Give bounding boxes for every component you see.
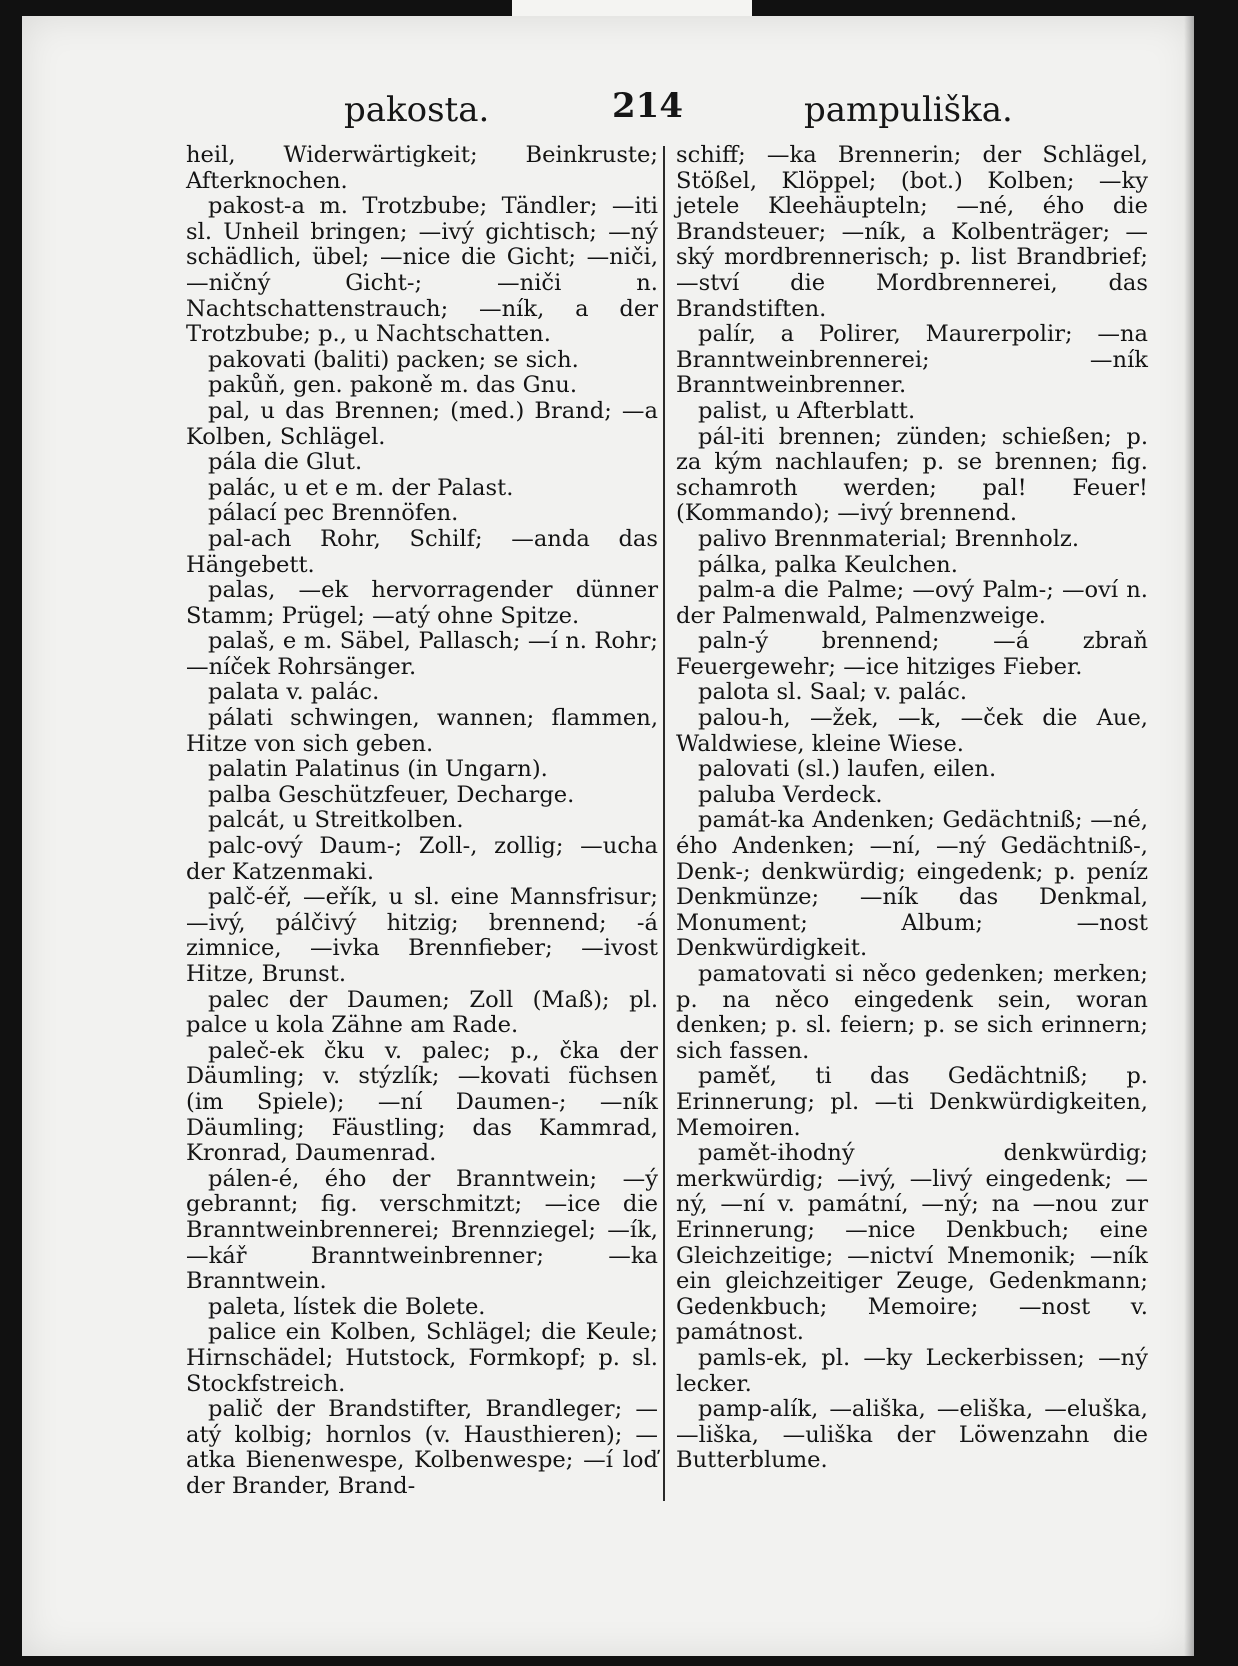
dictionary-entry: pal-ach Rohr, Schilf; —anda das Hängebett. bbox=[186, 525, 658, 578]
dictionary-entry: palota sl. Saal; v. palác. bbox=[698, 679, 968, 706]
dictionary-entry: palc-ový Daum-; Zoll-, zollig; —ucha der Katzenmaki. bbox=[186, 833, 658, 885]
dictionary-entry: paleta, lístek die Bolete. bbox=[208, 1293, 486, 1320]
page-number: 214 bbox=[612, 86, 683, 126]
dictionary-entry: palč-éř, —eřík, u sl. eine Mannsfrisur; —ivý, pálčivý hitzig; brennend; -á zimnice, —ivka Brennfieber; —ivost Hitze, Brunst. bbox=[186, 884, 658, 987]
dictionary-entry: pamět-ihodný denkwürdig; merkwürdig; —ivý, —livý eingedenk; —ný, —ní v. památní, —ný; na —nou zur Erinnerung; —nice Denkbuch; eine Gleichzeitige; —nictví Mnemonik; —ník ein gleichzeitiger Zeuge, Gedenkmann; Gedenkbuch; Memoire; —nost v. památnost. bbox=[676, 1140, 1148, 1346]
dictionary-entry: palec der Daumen; Zoll (Maß); pl. palce u kola Zähne am Rade. bbox=[186, 986, 658, 1039]
dictionary-entry: pálen-é, ého der Branntwein; —ý gebrannt; fig. verschmitzt; —ice die Branntweinbrennerei; Brennziegel; —ík, —kář Branntweinbrenner; —ka Branntwein. bbox=[186, 1165, 658, 1295]
dictionary-entry: pálka, palka Keulchen. bbox=[698, 551, 958, 578]
dictionary-entry: palaš, e m. Säbel, Pallasch; —í n. Rohr; —níček Rohrsänger. bbox=[186, 628, 658, 680]
dictionary-entry: palist, u Afterblatt. bbox=[698, 397, 916, 424]
dictionary-entry: pakůň, gen. pakoně m. das Gnu. bbox=[208, 372, 578, 399]
dictionary-entry: pálací pec Brennöfen. bbox=[208, 500, 459, 527]
dictionary-entry: pamatovati si něco gedenken; merken; p. na něco eingedenk sein, woran denken; p. sl. feiern; p. se sich erinnern; sich fassen. bbox=[676, 961, 1148, 1064]
dictionary-page bbox=[22, 16, 1194, 1656]
dictionary-entry: heil, Widerwärtigkeit; Beinkruste; Afterknochen. bbox=[186, 142, 658, 194]
dictionary-entry: schiff; —ka Brennerin; der Schlägel, Stößel, Klöppel; (bot.) Kolben; —ky jetele Kleehäupteln; —né, ého die Brandsteuer; —ník, a Kolbenträger; —ský mordbrennerisch; p. list Brandbrief; —ství die Mordbrennerei, das Brandstiften. bbox=[676, 142, 1148, 322]
dictionary-entry: paln-ý brennend; —á zbraň Feuergewehr; —ice hitziges Fieber. bbox=[676, 628, 1148, 680]
dictionary-entry: pála die Glut. bbox=[208, 449, 363, 476]
dictionary-entry: palou-h, —žek, —k, —ček die Aue, Waldwiese, kleine Wiese. bbox=[676, 705, 1148, 757]
dictionary-entry: paluba Verdeck. bbox=[698, 781, 883, 808]
dictionary-entry: paleč-ek čku v. palec; p., čka der Däumling; v. stýzlík; —kovati füchsen (im Spiele); —ní Daumen-; —ník Däumling; Fäustling; das Kammrad, Kronrad, Daumenrad. bbox=[186, 1037, 658, 1167]
dictionary-entry: palm-a die Palme; —ový Palm-; —oví n. der Palmenwald, Palmenzweige. bbox=[676, 577, 1148, 629]
right-running-headword: pampuliška. bbox=[804, 90, 1013, 130]
dictionary-entry: palivo Brennmaterial; Brennholz. bbox=[698, 525, 1080, 552]
dictionary-entry: paměť, ti das Gedächtniß; p. Erinnerung; pl. —ti Denkwürdigkeiten, Memoiren. bbox=[676, 1063, 1148, 1141]
right-column bbox=[676, 143, 1148, 1474]
left-column bbox=[186, 143, 658, 1499]
dictionary-entry: palcát, u Streitkolben. bbox=[208, 807, 464, 834]
dictionary-entry: pal, u das Brennen; (med.) Brand; —a Kolben, Schlägel. bbox=[186, 397, 658, 450]
left-running-headword: pakosta. bbox=[344, 90, 490, 130]
dictionary-entry: palice ein Kolben, Schlägel; die Keule; Hirnschädel; Hutstock, Formkopf; p. sl. Stockfstreich. bbox=[186, 1319, 658, 1397]
dictionary-entry: palatin Palatinus (in Ungarn). bbox=[208, 756, 548, 783]
dictionary-entry: pál-iti brennen; zünden; schießen; p. za kým nachlaufen; p. se brennen; fig. schamroth werden; pal! Feuer! (Kommando); —ivý brennend. bbox=[676, 423, 1148, 527]
dictionary-entry: památ-ka Andenken; Gedächtniß; —né, ého Andenken; —ní, —ný Gedächtniß-, Denk-; denkwürdig; eingedenk; p. peníz Denkmünze; —ník das Denkmal, Monument; Album; —nost Denkwürdigkeit. bbox=[676, 807, 1148, 962]
dictionary-entry: pakost-a m. Trotzbube; Tändler; —iti sl. Unheil bringen; —ivý gichtisch; —ný schädlich, übel; —nice die Gicht; —niči, —ničný Gicht-; —niči n. Nachtschattenstrauch; —ník, a der Trotzbube; p., u Nachtschatten. bbox=[186, 193, 658, 348]
dictionary-entry: pálati schwingen, wannen; flammen, Hitze von sich geben. bbox=[186, 705, 658, 757]
dictionary-entry: pakovati (baliti) packen; se sich. bbox=[208, 346, 579, 373]
dictionary-entry: palír, a Polirer, Maurerpolir; —na Branntweinbrennerei; —ník Branntweinbrenner. bbox=[676, 321, 1148, 399]
dictionary-entry: palovati (sl.) laufen, eilen. bbox=[698, 756, 997, 783]
column-divider bbox=[663, 146, 665, 1501]
dictionary-entry: palas, —ek hervorragender dünner Stamm; Prügel; —atý ohne Spitze. bbox=[186, 577, 658, 629]
dictionary-entry: palác, u et e m. der Palast. bbox=[208, 474, 514, 501]
dictionary-entry: pamp-alík, —ališka, —eliška, —eluška, —liška, —uliška der Löwenzahn die Butterblume. bbox=[676, 1396, 1148, 1474]
dictionary-entry: pamls-ek, pl. —ky Leckerbissen; —ný lecker. bbox=[676, 1344, 1148, 1397]
page-header bbox=[22, 86, 1194, 140]
page-edge-shadow bbox=[1184, 16, 1194, 1656]
dictionary-entry: palič der Brandstifter, Brandleger; —atý kolbig; hornlos (v. Hausthieren); —atka Bienenwespe, Kolbenwespe; —í loď der Brander, Brand- bbox=[186, 1396, 658, 1499]
dictionary-entry: palata v. palác. bbox=[208, 679, 380, 706]
dictionary-entry: palba Geschützfeuer, Decharge. bbox=[208, 781, 575, 808]
